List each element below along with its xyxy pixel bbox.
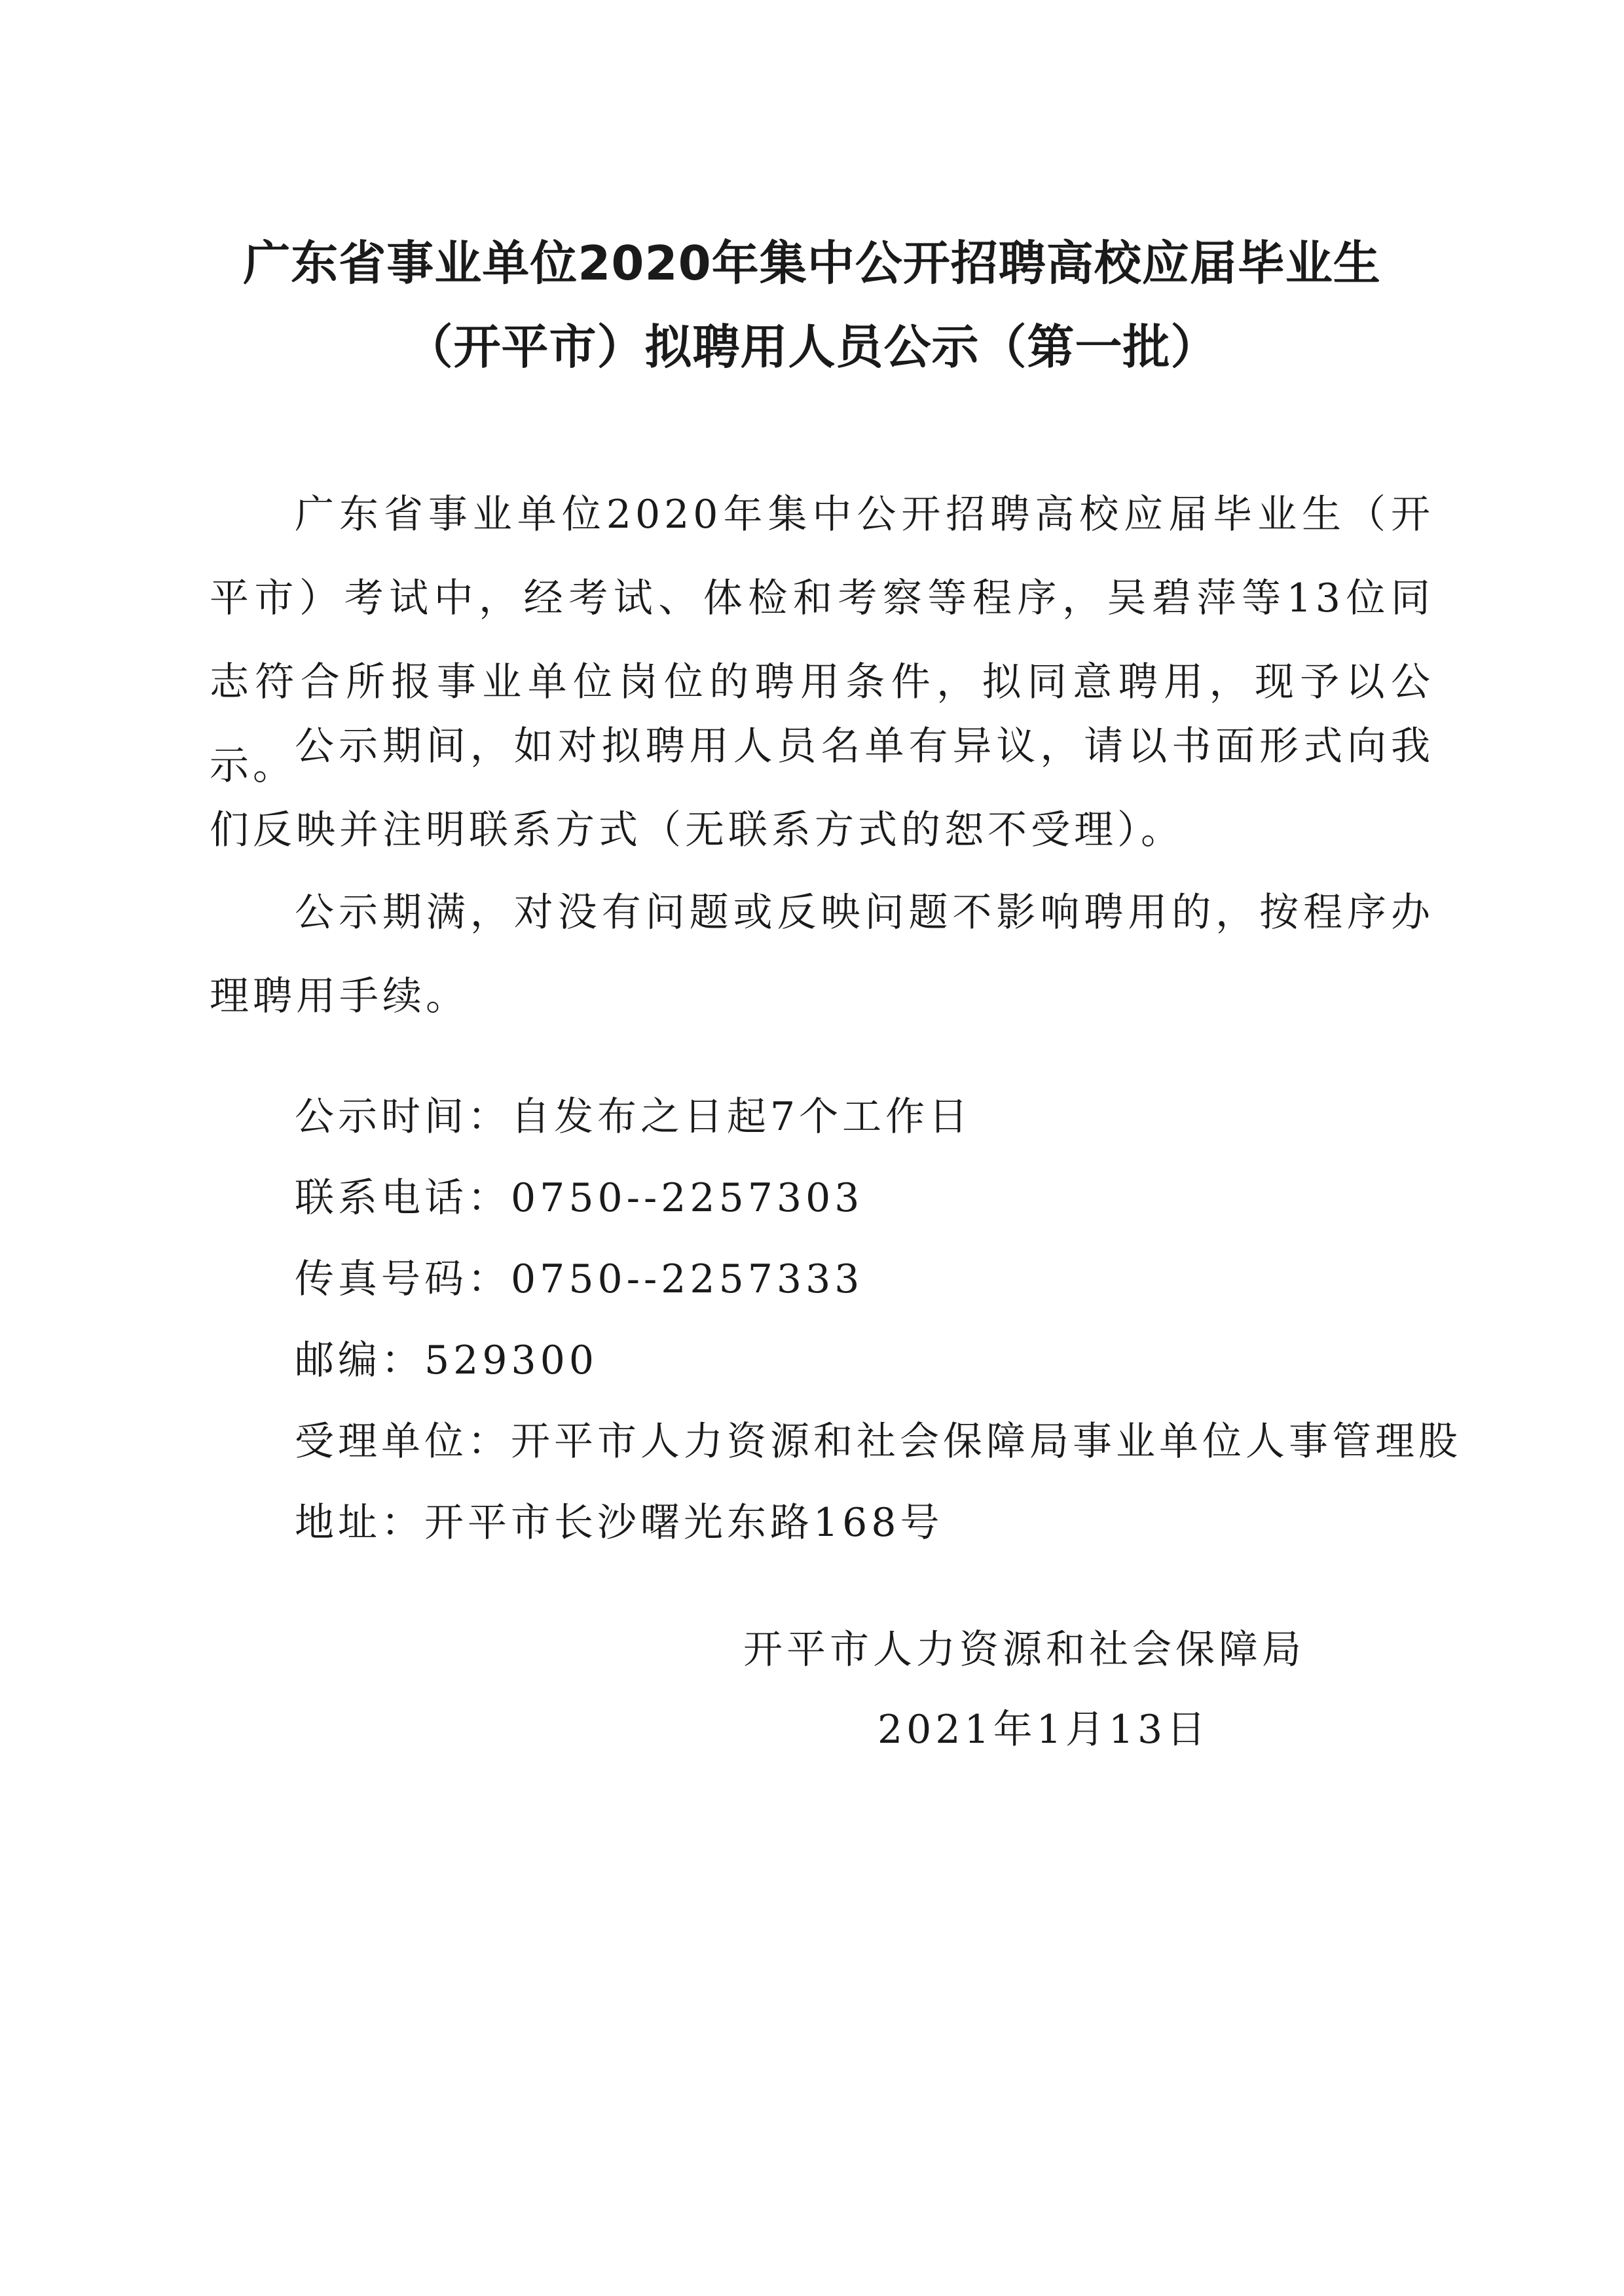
info-fax: 传真号码：0750--2257333 xyxy=(295,1256,864,1302)
info-address: 地址：开平市长沙曙光东路168号 xyxy=(295,1500,944,1546)
info-period: 公示时间：自发布之日起7个工作日 xyxy=(295,1094,972,1140)
document-title-line-2: （开平市）拟聘用人员公示（第一批） xyxy=(405,319,1219,374)
paragraph-announcement: 广东省事业单位2020年集中公开招聘高校应届毕业生（开平市）考试中，经考试、体检和考察等程序，吴碧萍等13位同志符合所报事业单位岗位的聘用条件，拟同意聘用，现予以公示。 xyxy=(210,492,1434,789)
signature-date: 2021年1月13日 xyxy=(877,1707,1210,1753)
document-title-line-1: 广东省事业单位2020年集中公开招聘高校应届毕业生 xyxy=(243,236,1381,291)
paragraph-objection: 公示期间，如对拟聘用人员名单有异议，请以书面形式向我们反映并注明联系方式（无联系方式的恕不受理）。 xyxy=(210,723,1434,853)
paragraph-completion: 公示期满，对没有问题或反映问题不影响聘用的，按程序办理聘用手续。 xyxy=(210,890,1434,1019)
signature-organization: 开平市人力资源和社会保障局 xyxy=(743,1627,1305,1673)
info-unit: 受理单位：开平市人力资源和社会保障局事业单位人事管理股 xyxy=(295,1419,1462,1465)
info-phone: 联系电话：0750--2257303 xyxy=(295,1175,864,1221)
info-postcode: 邮编：529300 xyxy=(295,1338,599,1383)
